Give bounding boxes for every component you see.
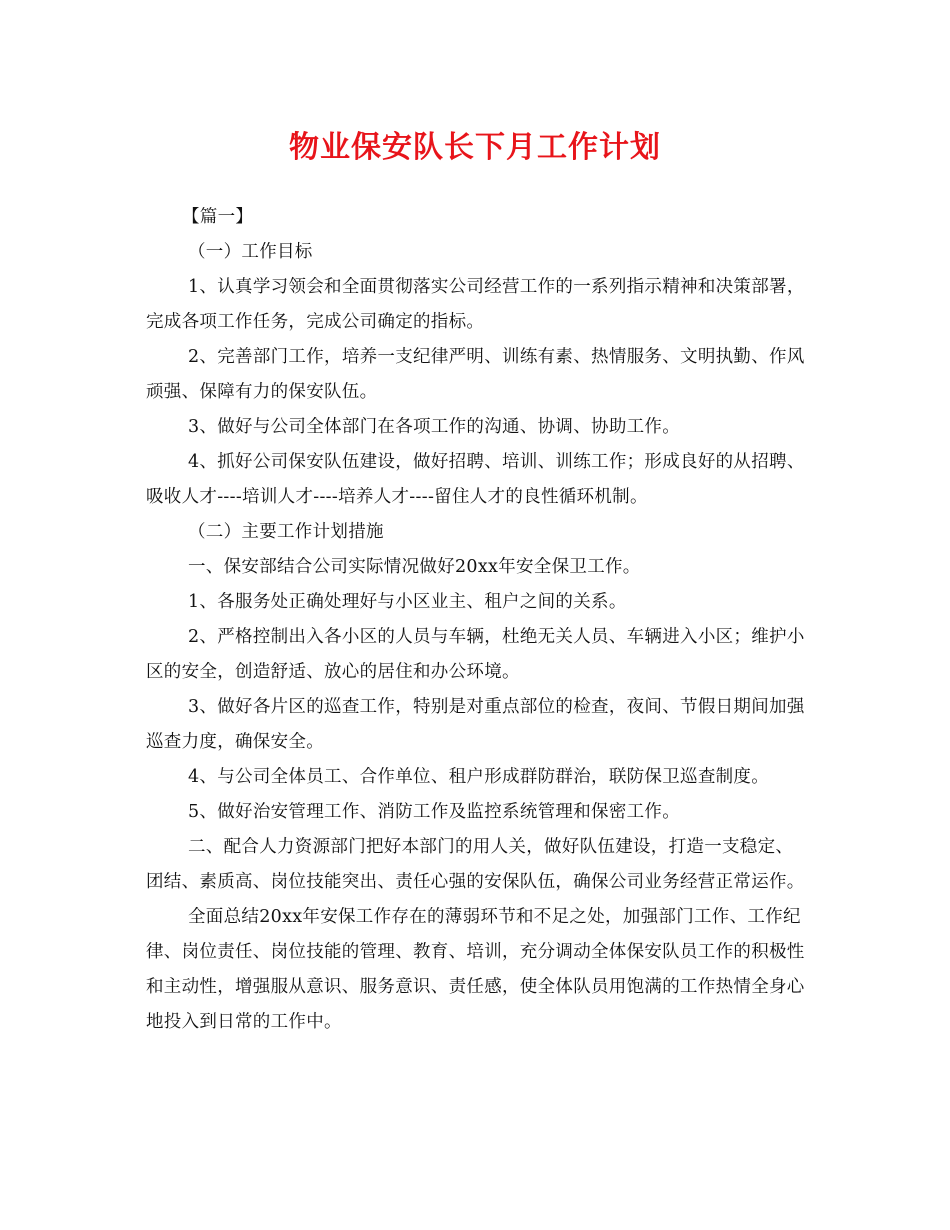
paragraph-measure-2: 2、严格控制出入各小区的人员与车辆，杜绝无关人员、车辆进入小区；维护小区的安全，创造舒适、放心的居住和办公环境。 [146, 627, 805, 682]
subsection-heading-goals: （一）工作目标 [188, 242, 313, 262]
document-title: 物业保安队长下月工作计划 [289, 130, 661, 165]
paragraph-measure-3: 3、做好各片区的巡查工作，特别是对重点部位的检查，夜间、节假日期间加强巡查力度，确保安全。 [146, 697, 805, 752]
paragraph-measure-4: 4、与公司全体员工、合作单位、租户形成群防群治，联防保卫巡查制度。 [188, 767, 770, 787]
subsection-heading-measures: （二）主要工作计划措施 [188, 522, 384, 542]
section-heading-pian-yi: 【篇一】 [182, 207, 254, 227]
paragraph-measure-heading-1: 一、保安部结合公司实际情况做好20xx年安全保卫工作。 [188, 557, 641, 577]
paragraph-goal-4: 4、抓好公司保安队伍建设，做好招聘、培训、训练工作；形成良好的从招聘、吸收人才----培训人才----培养人才----留住人才的良性循环机制。 [146, 452, 805, 507]
paragraph-measure-1: 1、各服务处正确处理好与小区业主、租户之间的关系。 [188, 592, 627, 612]
paragraph-goal-2: 2、完善部门工作，培养一支纪律严明、训练有素、热情服务、文明执勤、作风顽强、保障有力的保安队伍。 [146, 347, 805, 402]
paragraph-measure-heading-2: 二、配合人力资源部门把好本部门的用人关，做好队伍建设，打造一支稳定、团结、素质高、岗位技能突出、责任心强的安保队伍，确保公司业务经营正常运作。 [146, 837, 805, 892]
paragraph-summary: 全面总结20xx年安保工作存在的薄弱环节和不足之处，加强部门工作、工作纪律、岗位责任、岗位技能的管理、教育、培训，充分调动全体保安队员工作的积极性和主动性，增强服从意识、服务意识、责任感，使全体队员用饱满的工作热情全身心地投入到日常的工作中。 [146, 907, 805, 1032]
paragraph-goal-3: 3、做好与公司全体部门在各项工作的沟通、协调、协助工作。 [188, 417, 681, 437]
paragraph-measure-5: 5、做好治安管理工作、消防工作及监控系统管理和保密工作。 [188, 802, 681, 822]
document-body [146, 200, 810, 1040]
paragraph-goal-1: 1、认真学习领会和全面贯彻落实公司经营工作的一系列指示精神和决策部署，完成各项工作任务，完成公司确定的指标。 [146, 277, 805, 332]
